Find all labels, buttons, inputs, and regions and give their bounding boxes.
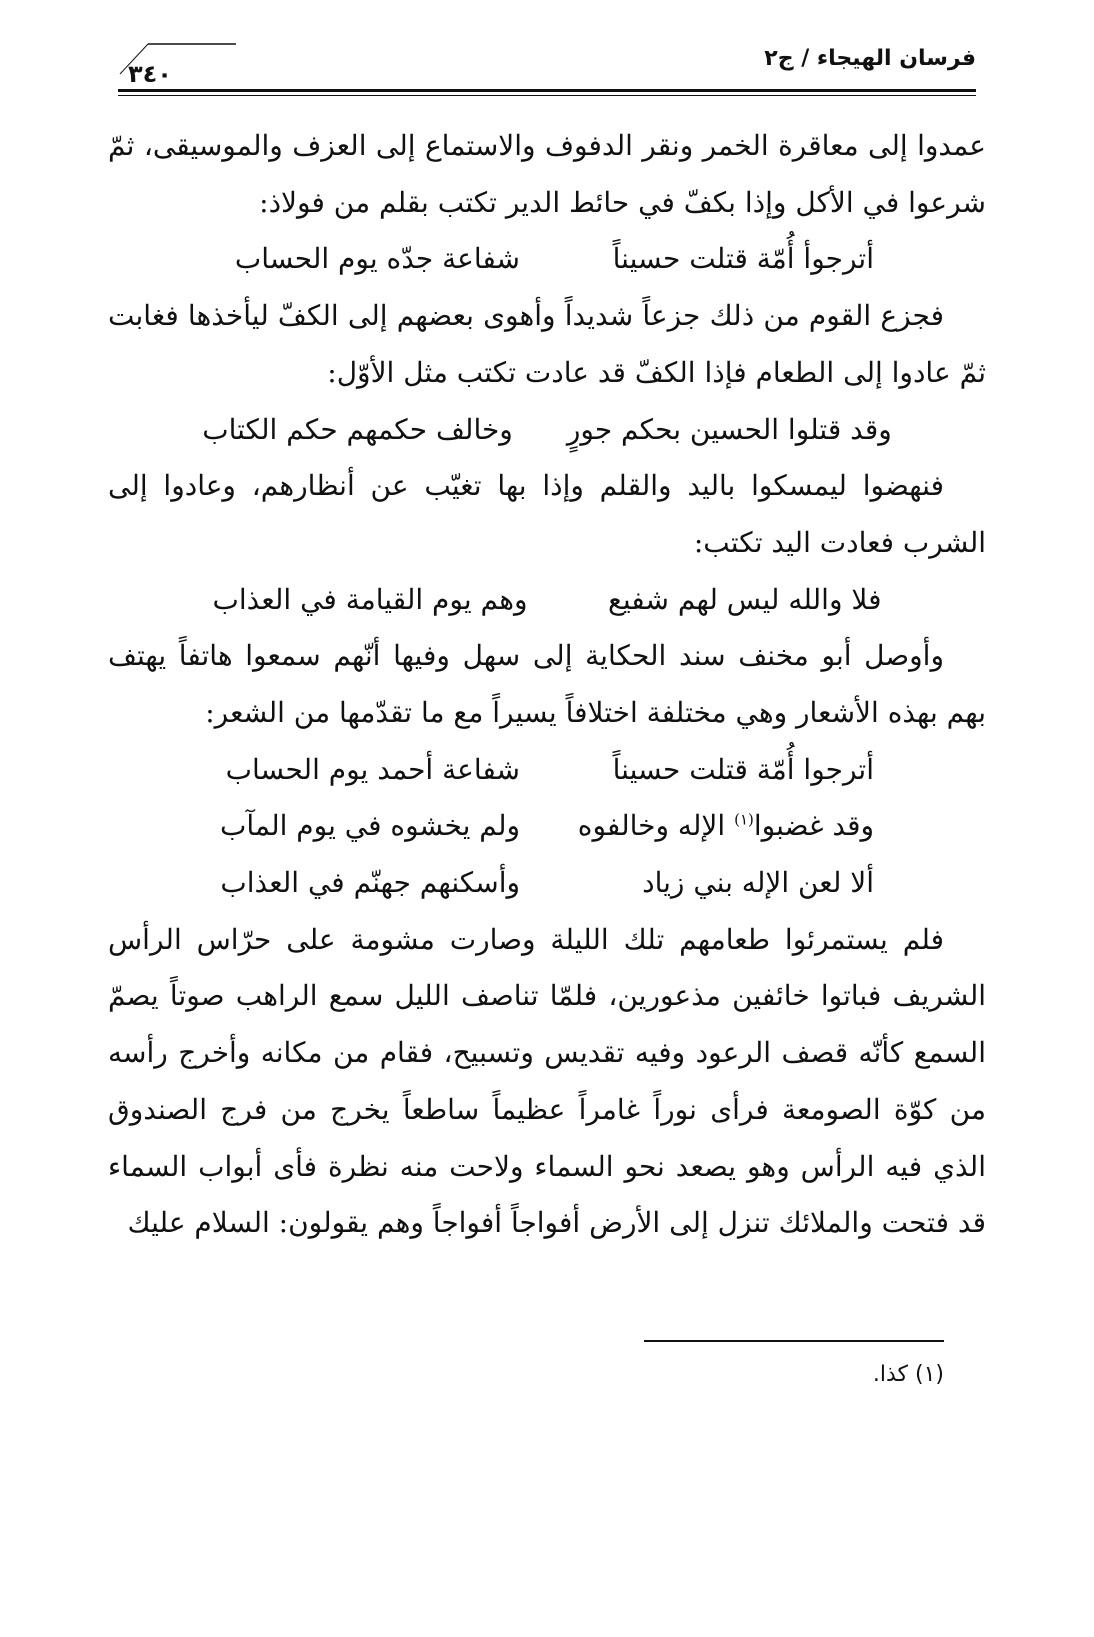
verse-5-second-hemistich: ولم يخشوه في يوم المآب <box>220 809 520 843</box>
verse-line-3 <box>108 572 986 629</box>
paragraph-5: فلم يستمرئوا طعامهم تلك الليلة وصارت مشومة على حرّاس الرأس الشريف فباتوا خائفين مذعورين، فلمّا تناصف الليل سمع الراهب صوتاً يصمّ السمع كأنّه قصف الرعود وفيه تقديس وتسبيح، فقام من مكانه وأخرج رأسه من كوّة الصومعة فرأى نوراً غامراً عظيماً ساطعاً يخرج من فرج الصندوق الذي فيه الرأس وهو يصعد نحو السماء ولاحت منه نظرة فأى أبواب السماء قد فتحت والملائك تنزل إلى الأرض أفواجاً أفواجاً وهم يقولون: السلام عليك <box>108 922 986 1240</box>
verse-1-first-hemistich: أترجوأ أُمّة قتلت حسيناً <box>612 242 874 276</box>
footnote-marker[interactable]: (١) <box>734 811 754 830</box>
page-header <box>118 34 976 94</box>
verse-2-second-hemistich: وخالف حكمهم حكم الكتاب <box>202 412 513 446</box>
verse-1-second-hemistich: شفاعة جدّه يوم الحساب <box>234 242 520 276</box>
verse-line-1 <box>108 231 986 288</box>
footnote: (١) كذا. <box>872 1362 944 1387</box>
page-number: ٣٤٠ <box>128 60 172 88</box>
verse-5-first-hemistich <box>574 798 874 855</box>
paragraph-2: فجزع القوم من ذلك جزعاً شديداً وأهوى بعضهم إلى الكفّ ليأخذها فغابت ثمّ عادوا إلى الطعام فإذا الكفّ قد عادت تكتب مثل الأوّل: <box>108 299 986 389</box>
running-title: فرسان الهيجاء / ج٢ <box>764 46 976 71</box>
verse-6-second-hemistich: وأسكنهم جهنّم في العذاب <box>220 866 520 900</box>
verse-4-first-hemistich: أترجوا أُمّة قتلت حسيناً <box>612 752 874 786</box>
verse-line-6 <box>108 855 986 912</box>
verse-5-first-part-b: الإله وخالفوه <box>577 809 735 843</box>
verse-line-5 <box>108 798 986 855</box>
paragraph-1: عمدوا إلى معاقرة الخمر ونقر الدفوف والاستماع إلى العزف والموسيقى، ثمّ شرعوا في الأكل وإذا بكفّ في حائط الدير تكتب بقلم من فولاذ: <box>108 129 986 219</box>
body-text <box>108 118 986 1252</box>
paragraph-3: فنهضوا ليمسكوا باليد والقلم وإذا بها تغيّب عن أنظارهم، وعادوا إلى الشرب فعادت اليد تكتب: <box>108 469 986 559</box>
verse-5-first-part-a: وقد غضبوا <box>753 809 874 843</box>
verse-3-first-hemistich: فلا والله ليس لهم شفيع <box>607 582 882 616</box>
paragraph-4: وأوصل أبو مخنف سند الحكاية إلى سهل وفيها أنّهم سمعوا هاتفاً يهتف بهم بهذه الأشعار وهي مختلفة اختلافاً يسيراً مع ما تقدّمها من الشعر: <box>108 639 986 729</box>
verse-2-first-hemistich: وقد قتلوا الحسين بحكم جورٍ <box>566 412 892 446</box>
verse-line-4 <box>108 742 986 799</box>
header-rule <box>118 89 976 92</box>
verse-line-2 <box>108 402 986 459</box>
verse-4-second-hemistich: شفاعة أحمد يوم الحساب <box>225 752 520 786</box>
verse-6-first-hemistich: ألا لعن الإله بني زياد <box>642 866 874 900</box>
verse-3-second-hemistich: وهم يوم القيامة في العذاب <box>212 582 528 616</box>
header-rule-thin <box>118 95 976 96</box>
footnote-rule <box>644 1340 944 1342</box>
